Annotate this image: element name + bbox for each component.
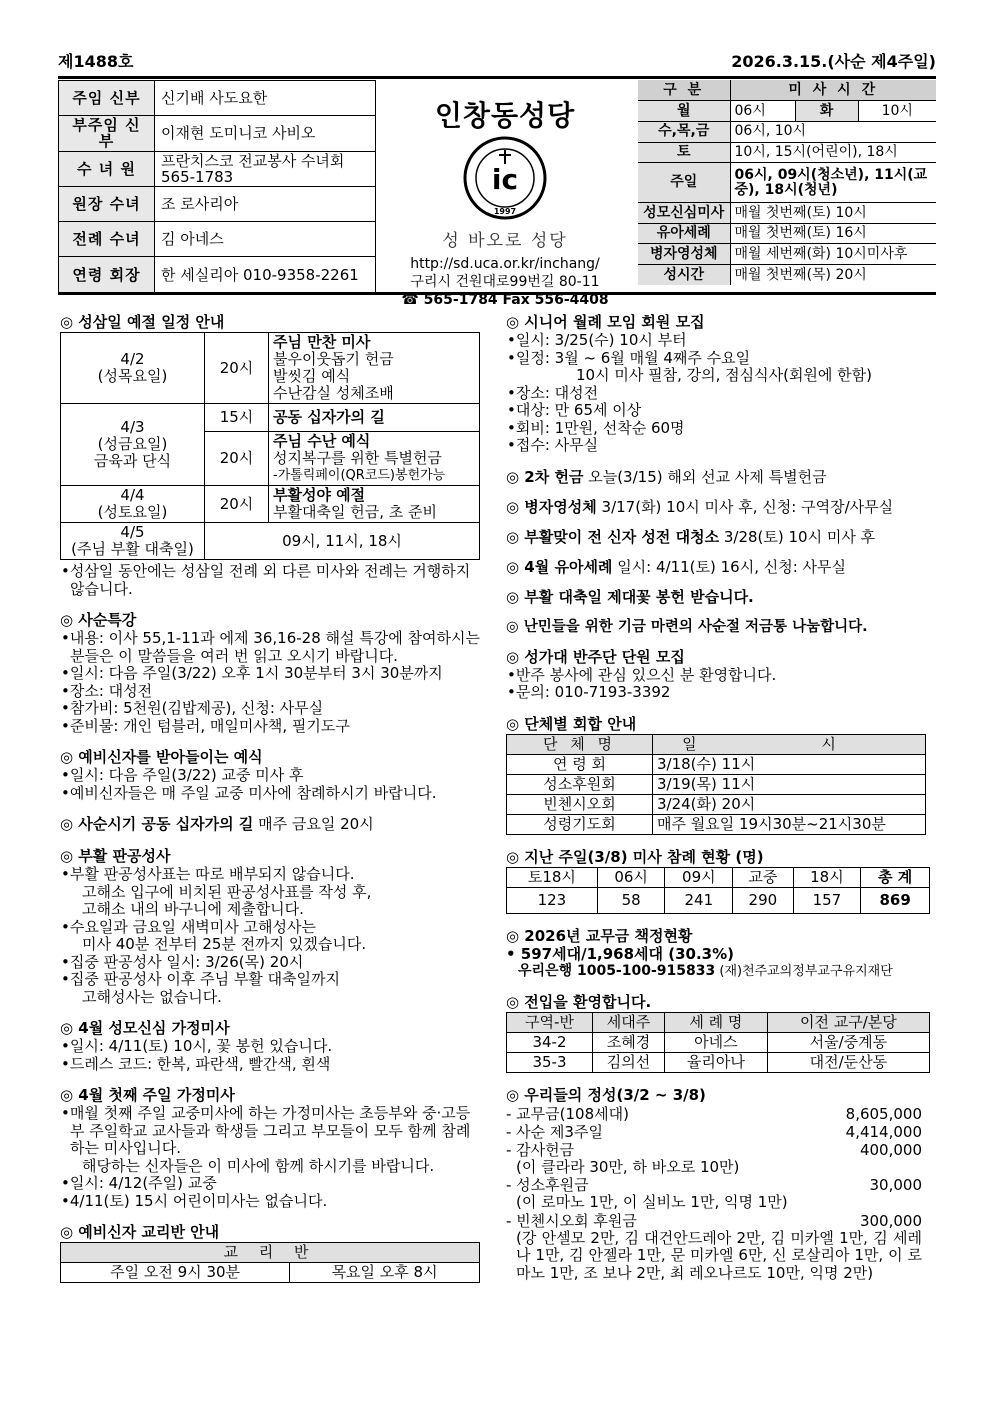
meetings-section: ◎ 단체별 회합 안내 단 체 명 일 시 연 령 회 3/18(수) 11시 성소후원회 3/19(목) 11시 빈첸시오회 3/24(화) 20시 성령기도회 매주 월요일 19시30분~21시30분 bbox=[506, 714, 932, 835]
right-column bbox=[506, 312, 932, 1294]
parish-phone: ☎ 565-1784 Fax 556-4408 bbox=[401, 292, 609, 308]
parish-info bbox=[376, 80, 634, 308]
notice-flowers: ◎ 부활 대축일 제대꽃 봉헌 받습니다. bbox=[506, 587, 754, 606]
parish-logo-icon bbox=[463, 136, 547, 220]
meetings-table: 단 체 명 일 시 연 령 회 3/18(수) 11시 성소후원회 3/19(목) 11시 빈첸시오회 3/24(화) 20시 성령기도회 매주 월요일 19시30분~21시30분 bbox=[506, 734, 926, 835]
parish-address: 구리시 건원대로99번길 80-11 bbox=[410, 274, 600, 290]
family-mass-section: ◎ 4월 첫째 주일 가정미사 •매월 첫째 주일 교중미사에 하는 가정미사는 초등부와 중·고등부 주일학교 교사들과 학생들 그리고 부모들이 모두 함께 참례하는 미사입니다. 해당하는 신자들은 이 미사에 함께 하시기를 바랍니다. •일시: 4/12(주일) 교중 •4/11(토) 15시 어린이미사는 없습니다. bbox=[60, 1086, 471, 1210]
stations-section: ◎ 사순시기 공동 십자가의 길 매주 금요일 20시 bbox=[60, 815, 374, 833]
catechism-class-table: 교 리 반 주일 오전 9시 30분 목요일 오후 8시 bbox=[60, 1242, 480, 1283]
choir-section: ◎ 성가대 반주단 단원 모집 •반주 봉사에 관심 있으신 분 환영합니다. •문의: 010-7193-3392 bbox=[506, 647, 777, 701]
dues-section: ◎ 2026년 교무금 책정현황 • 597세대/1,968세대 (30.3%) 우리은행 1005-100-915833 (재)천주교의정부교구유지재단 bbox=[506, 926, 893, 979]
parish-name: 인창동성당 bbox=[434, 99, 576, 132]
notice-baptism: ◎ 4월 유아세례 일시: 4/11(토) 16시, 신청: 사무실 bbox=[506, 557, 847, 576]
senior-section: ◎ 시니어 월례 모임 회원 모집 •일시: 3/25(수) 10시 부터 •일정: 3월 ~ 6월 매월 4째주 수요일 10시 미사 필참, 강의, 점심식사(회원에 한함) •장소: 대성전 •대상: 만 65세 이상 •회비: 1만원, 선착순 60명 •접수: 사무실 bbox=[506, 313, 873, 454]
notice-refugees: ◎ 난민들을 위한 기금 마련의 사순절 저금통 나눔합니다. bbox=[506, 618, 868, 635]
issue-number: 제1488호 bbox=[58, 52, 134, 71]
newcomers-table: 구역-반 세대주 세 례 명 이전 교구/본당 34-2 조혜경 아네스 서울/중계동 35-3 김의선 율리아나 대전/둔산동 bbox=[506, 1012, 930, 1073]
offerings-section: ◎ 우리들의 정성(3/2 ~ 3/8) - 교무금(108세대) 8,605,000 - 사순 제3주일 4,414,000 - 감사헌금 400,000 (이 클라라 30만, 하 바오로 10만) - 성소후원금 30,000 (이 로마노 1만, 이 실비노 1만, 익명 1만) - 빈첸시오회 후원금 300,000 (강 안셀모 2만, 김 대건안드레아 2만, 김 미카엘 1만, 김 세레나 1만, 김 안젤라 1만, 문 미카엘 6만, 신 로살리아 1만, 이 로마노 1만, 조 보나 2만, 최 레오나르도 10만, 익명 2만) bbox=[506, 1085, 922, 1282]
issue-date: 2026.3.15.(사순 제4주일) bbox=[731, 52, 936, 71]
bulletin-header bbox=[58, 80, 936, 308]
holy-week-section: ◎ 성삼일 예절 일정 안내 4/2 (성목요일) 20시 주님 만찬 미사 불우이웃돕기 헌금 발씻김 예식 수난감실 성체조배 4/3 (성금요일) 금육과 단식 15시 공동 십자가의 길 20시 주님 수난 예식 성지복구를 위한 특별헌금 -가톨릭페이(QR코드)봉헌가능 4/4 (성토요일) 20시 부활성야 예절 부활대축일 헌금, 초 준비 4/5 (주님 부활 대축일) 09시, 11시, 18시 •성삼일 동안에는 성삼일 전례 외 다른 미사와 전례는 거행하지 않습니다. bbox=[60, 312, 480, 598]
staff-table: 주임 신부 신기배 사도요한 부주임 신부 이재현 도미니코 사비오 수 녀 원 프란치스코 전교봉사 수녀회 565-1783 원장 수녀 조 로사리아 전례 수녀 김 아네스 연령 회장 한 세실리아 010-9358-2261 bbox=[58, 80, 376, 293]
catechism-class-section: ◎ 예비신자 교리반 안내 교 리 반 주일 오전 9시 30분 목요일 오후 8시 bbox=[60, 1222, 480, 1283]
holy-week-table: 4/2 (성목요일) 20시 주님 만찬 미사 불우이웃돕기 헌금 발씻김 예식 수난감실 성체조배 4/3 (성금요일) 금육과 단식 15시 공동 십자가의 길 20시 주님 수난 예식 성지복구를 위한 특별헌금 -가톨릭페이(QR코드)봉헌가능 4/4 (성토요일) 20시 부활성야 예절 부활대축일 헌금, 초 준비 4/5 (주님 부활 대축일) 09시, 11시, 18시 bbox=[60, 332, 480, 560]
parish-url[interactable]: http://sd.uca.or.kr/inchang/ bbox=[410, 256, 600, 272]
notice-sick-communion: ◎ 병자영성체 3/17(화) 10시 미사 후, 신청: 구역장/사무실 bbox=[506, 497, 894, 516]
attendance-section: ◎ 지난 주일(3/8) 미사 참례 현황 (명) 토18시 06시 09시 교중 18시 총 계 123 58 241 290 157 869 bbox=[506, 847, 932, 914]
patron-name: 성 바오로 성당 bbox=[442, 231, 568, 251]
catechumen-section: ◎ 예비신자를 받아들이는 예식 •일시: 다음 주일(3/22) 교중 미사 후 •예비신자들은 매 주일 교중 미사에 참례하시기 바랍니다. bbox=[60, 748, 437, 802]
header-bottom-rule bbox=[58, 292, 936, 295]
header-top-rule bbox=[58, 76, 936, 79]
svg-text:ic: ic bbox=[491, 163, 519, 196]
marian-mass-section: ◎ 4월 성모신심 가정미사 •일시: 4/11(토) 10시, 꽃 봉헌 있습니다. •드레스 코드: 한복, 파란색, 빨간색, 흰색 bbox=[60, 1019, 333, 1073]
confession-section: ◎ 부활 판공성사 •부활 판공성사표는 따로 배부되지 않습니다. 고해소 입구에 비치된 판공성사표를 작성 후, 고해소 내의 바구니에 제출합니다. •수요일과 금요일 새벽미사 고해성사는 미사 40분 전부터 25분 전까지 있겠습니다. •집중 판공성사 일시: 3/26(목) 20시 •집중 판공성사 이후 주님 부활 대축일까지 고해성사는 없습니다. bbox=[60, 847, 372, 1006]
lecture-section: ◎ 사순특강 •내용: 이사 55,1-11과 에제 36,16-28 해설 특강에 참여하시는 분들은 이 말씀들을 여러 번 읽고 오시기 바랍니다. •일시: 다음 주일(3/22) 오후 1시 30분부터 3시 30분까지 •장소: 대성전 •참가비: 5천원(김밥제공), 신청: 사무실 •준비물: 개인 텀블러, 매일미사책, 필기도구 bbox=[60, 611, 480, 735]
attendance-table: 토18시 06시 09시 교중 18시 총 계 123 58 241 290 157 869 bbox=[506, 867, 930, 914]
left-column bbox=[60, 312, 480, 1295]
notice-collection: ◎ 2차 헌금 오늘(3/15) 해외 선교 사제 특별헌금 bbox=[506, 467, 827, 486]
svg-text:1997: 1997 bbox=[493, 207, 517, 216]
mass-schedule-table: 구 분 미 사 시 간 월 06시 화 10시 수,목,금 06시, 10시 토 10시, 15시(어린이), 18시 주일 06시, 09시(청소년), 11시(교중), 18시(청년) 성모신심미사 매월 첫번째(토) 10시 유아세례 매월 첫번째(토) 16시 병자영성체 매월 세번째(화) 10시미사후 성시간 매월 첫번째(목) 20시 bbox=[638, 80, 936, 285]
newcomers-section: ◎ 전입을 환영합니다. 구역-반 세대주 세 례 명 이전 교구/본당 34-2 조혜경 아네스 서울/중계동 35-3 김의선 율리아나 대전/둔산동 bbox=[506, 992, 932, 1073]
notice-cleaning: ◎ 부활맞이 전 신자 성전 대청소 3/28(토) 10시 미사 후 bbox=[506, 527, 876, 546]
